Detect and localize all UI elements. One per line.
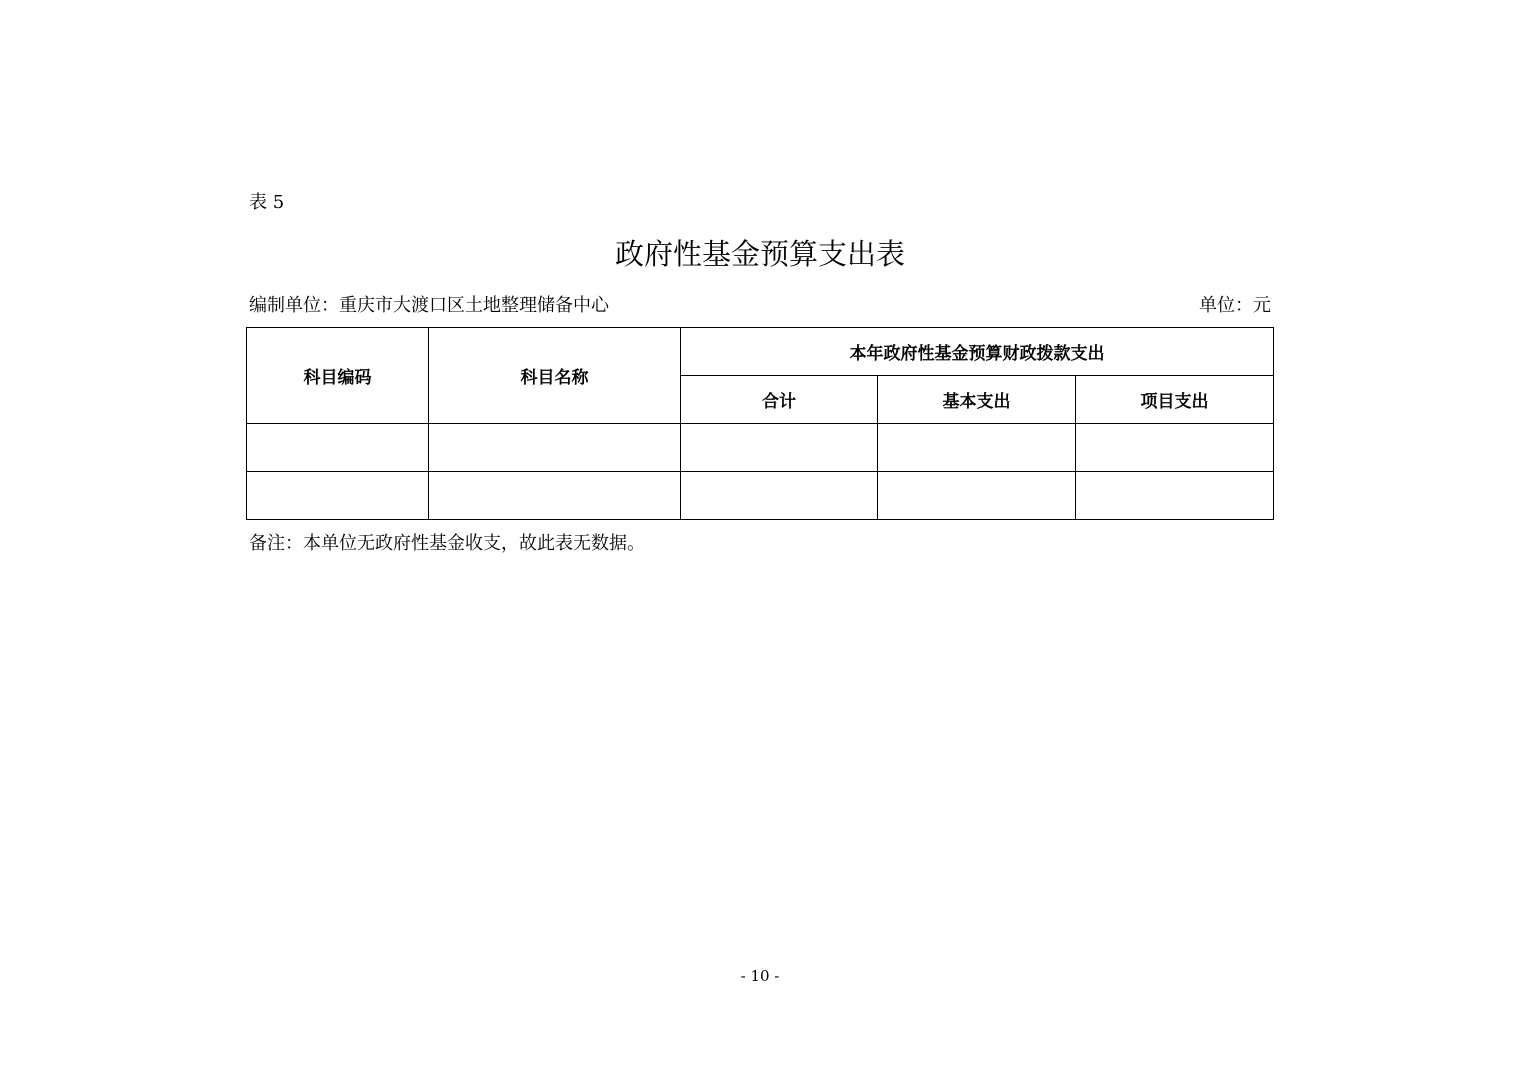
table-cell <box>1076 424 1274 472</box>
table-row <box>247 424 1274 472</box>
table-cell <box>1076 472 1274 520</box>
currency-unit: 单位：元 <box>1199 295 1271 316</box>
header-basic-expense: 基本支出 <box>878 376 1076 424</box>
table-header-row <box>247 328 1274 376</box>
page-number: - 10 - <box>740 967 780 985</box>
header-project-expense: 项目支出 <box>1076 376 1274 424</box>
header-group-expense: 本年政府性基金预算财政拨款支出 <box>681 328 1274 376</box>
budget-table <box>246 327 1274 520</box>
table-cell <box>878 424 1076 472</box>
table-cell <box>429 472 681 520</box>
table-cell <box>878 472 1076 520</box>
compiling-unit: 编制单位：重庆市大渡口区土地整理储备中心 <box>249 295 609 316</box>
header-subject-name: 科目名称 <box>429 328 681 424</box>
table-label: 表 5 <box>249 192 285 213</box>
table-cell <box>429 424 681 472</box>
page-title: 政府性基金预算支出表 <box>614 237 905 271</box>
table-note: 备注：本单位无政府性基金收支，故此表无数据。 <box>249 533 645 554</box>
table-cell <box>681 424 878 472</box>
table-row <box>247 472 1274 520</box>
table-cell <box>247 424 429 472</box>
header-total: 合计 <box>681 376 878 424</box>
table-cell <box>681 472 878 520</box>
header-subject-code: 科目编码 <box>247 328 429 424</box>
table-cell <box>247 472 429 520</box>
